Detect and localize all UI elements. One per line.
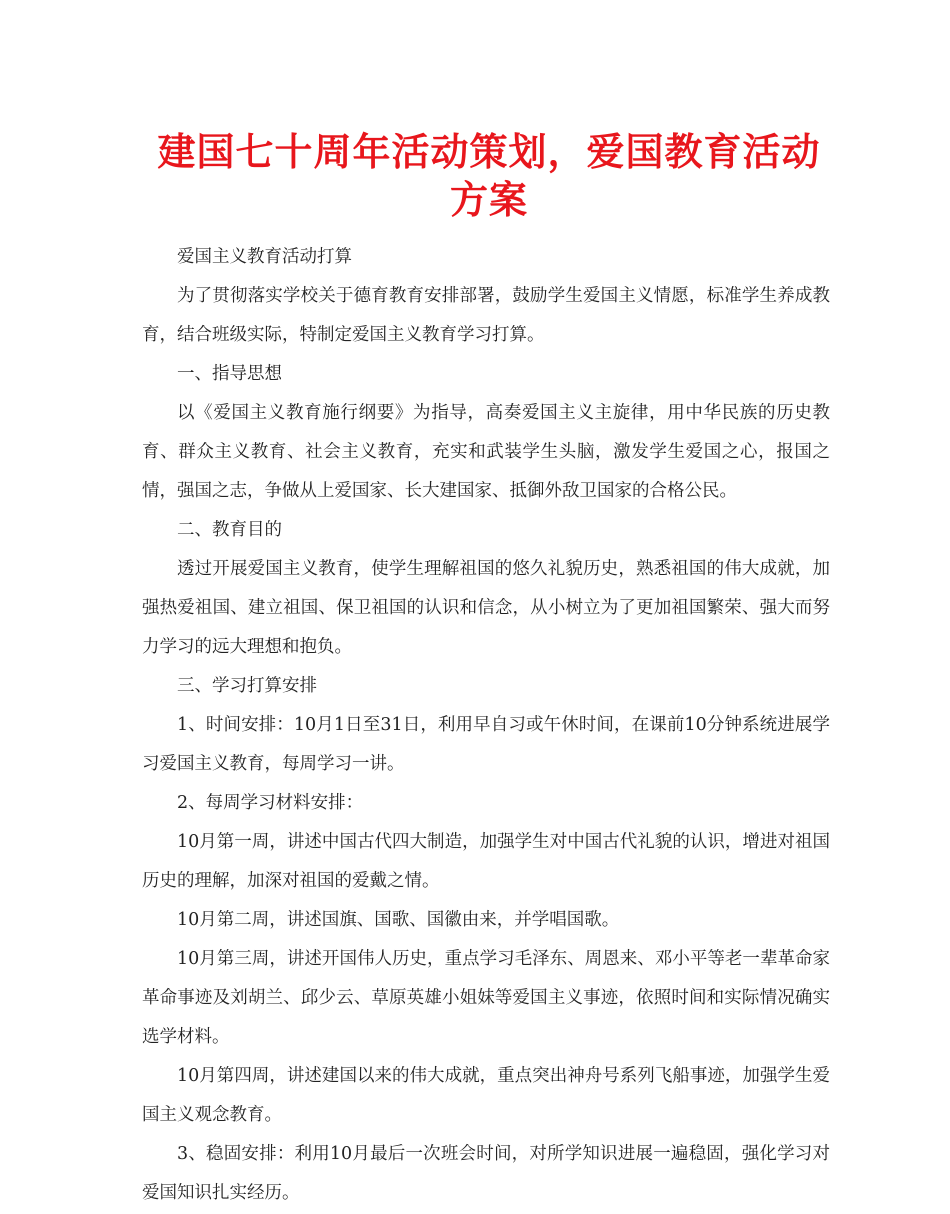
body-paragraph: 一、指导思想 — [177, 364, 282, 384]
body-paragraph: 1、时间安排：10月1日至31日，利用早自习或午休时间，在课前10分钟系统进展学习爱国主义教育，每周学习一讲。 — [142, 715, 830, 774]
body-paragraph: 三、学习打算安排 — [177, 676, 317, 696]
document-body — [142, 238, 830, 1213]
body-paragraph: 为了贯彻落实学校关于德育教育安排部署，鼓励学生爱国主义情愿，标准学生养成教育，结合班级实际，特制定爱国主义教育学习打算。 — [142, 286, 830, 345]
body-paragraph: 2、每周学习材料安排： — [177, 793, 364, 813]
body-paragraph: 10月第一周，讲述中国古代四大制造，加强学生对中国古代礼貌的认识，增进对祖国历史的理解，加深对祖国的爱戴之情。 — [142, 832, 830, 891]
body-paragraph: 以《爱国主义教育施行纲要》为指导，高奏爱国主义主旋律，用中华民族的历史教育、群众主义教育、社会主义教育，充实和武装学生头脑，激发学生爱国之心，报国之情，强国之志，争做从上爱国家、长大建国家、抵御外敌卫国家的合格公民。 — [142, 403, 830, 501]
body-paragraph: 10月第三周，讲述开国伟人历史，重点学习毛泽东、周恩来、邓小平等老一辈革命家革命事迹及刘胡兰、邱少云、草原英雄小姐妹等爱国主义事迹，依照时间和实际情况确实选学材料。 — [142, 949, 830, 1047]
body-paragraph: 爱国主义教育活动打算 — [177, 247, 352, 267]
body-paragraph: 透过开展爱国主义教育，使学生理解祖国的悠久礼貌历史，熟悉祖国的伟大成就，加强热爱祖国、建立祖国、保卫祖国的认识和信念，从小树立为了更加祖国繁荣、强大而努力学习的远大理想和抱负。 — [142, 559, 830, 657]
document-title: 建国七十周年活动策划，爱国教育活动方案 — [157, 130, 821, 222]
body-paragraph: 二、教育目的 — [177, 520, 282, 540]
body-paragraph: 3、稳固安排：利用10月最后一次班会时间，对所学知识进展一遍稳固，强化学习对爱国知识扎实经历。 — [142, 1144, 830, 1203]
body-paragraph: 10月第四周，讲述建国以来的伟大成就，重点突出神舟号系列飞船事迹，加强学生爱国主义观念教育。 — [142, 1066, 830, 1125]
body-paragraph: 10月第二周，讲述国旗、国歌、国徽由来，并学唱国歌。 — [177, 910, 620, 930]
